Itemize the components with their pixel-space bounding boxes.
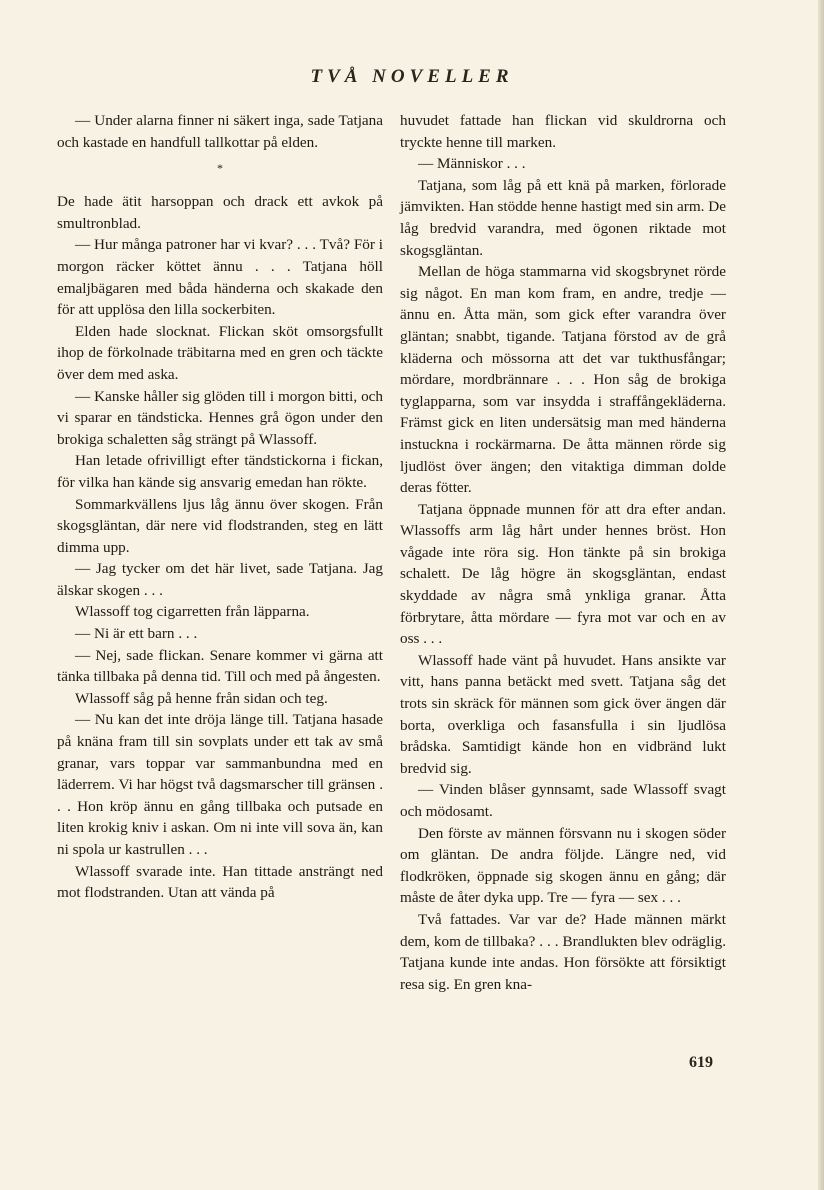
left-text-column [57,110,383,904]
paragraph: Wlassoff tog cigarretten från läpparna. [75,603,310,621]
paragraph: Den förste av männen försvann nu i skogen söder om gläntan. De andra följde. Längre ned, vid flodkröken, öppnade sig skogen ännu en gång; där måste de åter dyka upp. Tre — fyra — sex . . . [400,824,726,907]
paragraph: De hade ätit harsoppan och drack ett avkok på smultronblad. [57,193,383,232]
paragraph: — Nu kan det inte dröja länge till. Tatjana hasade på knäna fram till sin sovplats under ett tak av små granar, vars toppar var sammanbundna med en läderrem. Vi har högst två dagsmarscher till gränsen . . . Hon kröp ännu en gång tillbaka och putsade en liten krokig kniv i askan. Om ni inte vill sova än, kan ni spola ur kastrullen . . . [57,711,383,858]
right-text-column [400,110,726,995]
paragraph: Mellan de höga stammarna vid skogsbrynet rörde sig något. En man kom fram, en andre, tredje — ännu en. Åtta män, som gick efter varandra över gläntan; snabbt, tigande. Tatjana förstod av de grå kläderna och mössorna att det var tukthusfångar; mördare, mordbrännare . . . Hon såg de brokiga tyglapparna, som var insydda i straffångekläderna. Främst gick en liten undersätsig man med händerna instuckna i rockärmarna. De åtta männen rörde sig ljudlöst över ängen; den vitaktiga dimman dolde deras fötter. [400,263,726,497]
paragraph: Sommarkvällens ljus låg ännu över skogen. Från skogsgläntan, där nere vid flodstranden, steg en lätt dimma upp. [57,495,383,556]
paragraph: Han letade ofrivilligt efter tändstickorna i fickan, för vilka han kände sig ansvarig emedan han rökte. [57,452,383,491]
page-edge [818,0,824,1190]
paragraph: Tatjana öppnade munnen för att dra efter andan. Wlassoffs arm låg hårt under hennes bröst. Hon vågade inte röra sig. Hon tänkte på sin brokiga schalett. De låg högre än skogsgläntan, endast skyddade av några små ynkliga granar. Åtta förbrytare, åtta mördare — fyra mot var och en av oss . . . [400,500,726,648]
paragraph: — Människor . . . [418,155,526,173]
paragraph: — Vinden blåser gynnsamt, sade Wlassoff svagt och mödosamt. [400,781,726,820]
paragraph: huvudet fattade han flickan vid skuldrorna och tryckte henne till marken. [400,112,726,151]
paragraph: Tatjana, som låg på ett knä på marken, förlorade jämvikten. Han stödde henne hastigt med sin arm. De låg bredvid varandra, med ögonen riktade mot skogsgläntan. [400,176,726,259]
paragraph: — Nej, sade flickan. Senare kommer vi gärna att tänka tillbaka på denna tid. Till och med på ångesten. [57,646,383,686]
paragraph: — Ni är ett barn . . . [75,625,198,643]
paragraph: Elden hade slocknat. Flickan sköt omsorgsfullt ihop de förkolnade träbitarna med en gren och täckte över dem med aska. [57,322,383,383]
page-number: 619 [689,1054,713,1071]
running-head: TVÅ NOVELLER [310,66,514,87]
paragraph: — Jag tycker om det här livet, sade Tatjana. Jag älskar skogen . . . [57,560,383,599]
paragraph: Wlassoff svarade inte. Han tittade ansträngt ned mot flodstranden. Utan att vända på [57,862,383,902]
paragraph: — Under alarna finner ni säkert inga, sade Tatjana och kastade en handfull tallkottar på elden. [57,112,383,151]
paragraph: — Hur många patroner har vi kvar? . . . Två? För i morgon räcker köttet ännu . . . Tatjana höll emaljbägaren med båda händerna och skakade den för att upplösa den lilla sockerbiten. [57,236,383,319]
paragraph: — Kanske håller sig glöden till i morgon bitti, och vi sparar en tändsticka. Hennes grå ögon under den brokiga schaletten såg strängt på Wlassoff. [57,387,383,448]
paragraph: Wlassoff hade vänt på huvudet. Hans ansikte var vitt, hans panna betäckt med svett. Tatjana såg det trots sin skräck för männen som gick över ängen där borta, overkliga och fasansfulla i sin ljudlösa brådska. Samtidigt kände hon en vidbränd lukt bredvid sig. [400,651,726,777]
section-separator: * [217,161,223,176]
paragraph: Två fattades. Var var de? Hade männen märkt dem, kom de tillbaka? . . . Brandlukten blev odräglig. Tatjana kunde inte andas. Hon försökte att försiktigt resa sig. En gren kna- [400,910,726,993]
paragraph: Wlassoff såg på henne från sidan och teg. [75,689,328,707]
